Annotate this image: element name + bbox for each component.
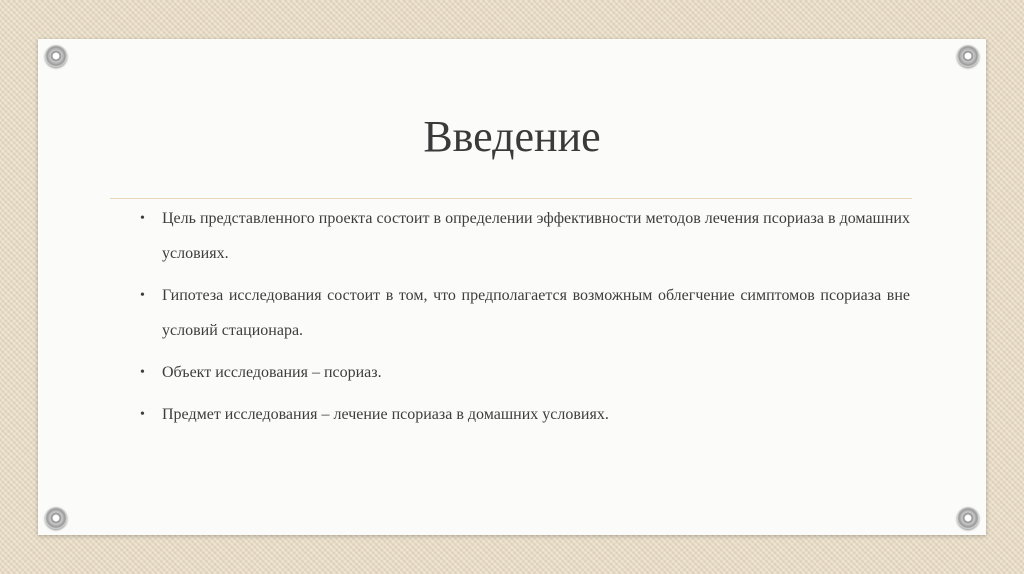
list-item <box>136 201 910 271</box>
title-divider <box>110 198 912 199</box>
list-item <box>136 355 910 390</box>
pin-icon <box>45 45 67 67</box>
bullet-marker: • <box>140 288 145 303</box>
slide <box>38 39 986 535</box>
bullet-marker: • <box>140 407 145 422</box>
list-item <box>136 397 910 432</box>
bullet-text: Объект исследования – псориаз. <box>162 364 382 381</box>
list-item <box>136 278 910 348</box>
pin-icon <box>957 507 979 529</box>
bullet-list <box>136 201 910 439</box>
bullet-text: Цель представленного проекта состоит в определении эффективности методов лечения псориаза в домашних условиях. <box>162 210 910 262</box>
bullet-marker: • <box>140 211 145 226</box>
slide-title: Введение <box>423 112 601 161</box>
bullet-marker: • <box>140 365 145 380</box>
pin-icon <box>957 45 979 67</box>
bullet-text: Гипотеза исследования состоит в том, что предполагается возможным облегчение симптомов псориаза вне условий стационара. <box>162 287 910 339</box>
bullet-text: Предмет исследования – лечение псориаза в домашних условиях. <box>162 406 609 423</box>
pin-icon <box>45 507 67 529</box>
